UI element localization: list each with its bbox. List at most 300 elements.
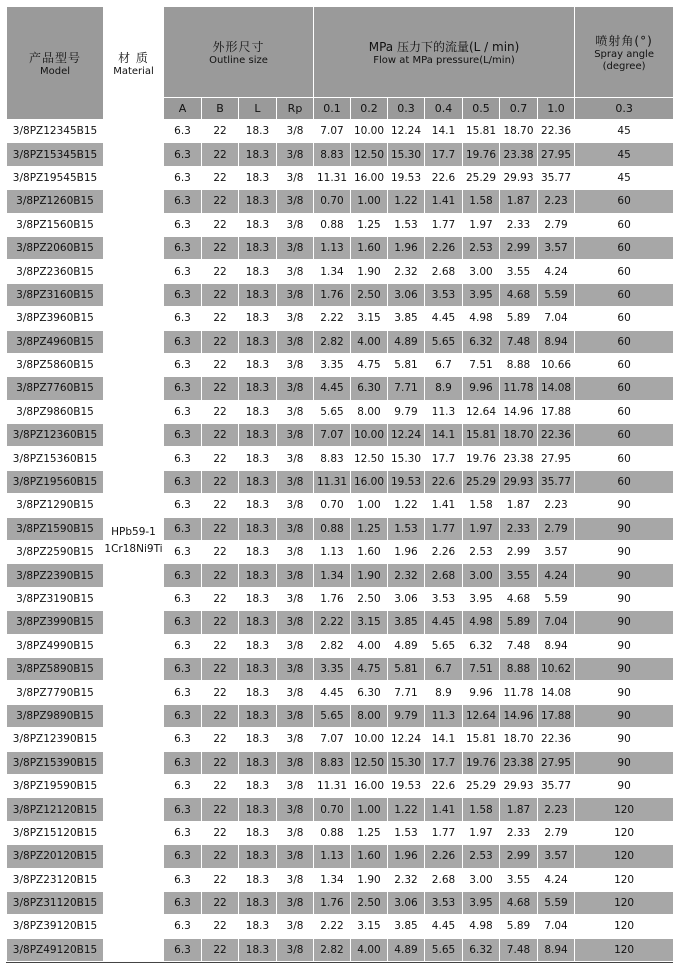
- angle-cell: 60: [575, 307, 674, 330]
- value-cell: 1.41: [425, 494, 463, 517]
- value-cell: 18.3: [239, 938, 277, 961]
- angle-cell: 60: [575, 330, 674, 353]
- value-cell: 22.36: [538, 728, 575, 751]
- value-cell: 8.00: [351, 400, 388, 423]
- value-cell: 3/8: [277, 774, 314, 797]
- angle-cell: 120: [575, 868, 674, 891]
- value-cell: 7.04: [538, 915, 575, 938]
- value-cell: 22: [202, 260, 239, 283]
- value-cell: 1.77: [425, 517, 463, 540]
- value-cell: 2.26: [425, 541, 463, 564]
- value-cell: 5.89: [500, 611, 538, 634]
- value-cell: 18.3: [239, 260, 277, 283]
- value-cell: 1.96: [388, 236, 425, 259]
- value-cell: 2.22: [314, 611, 351, 634]
- value-cell: 10.00: [351, 120, 388, 143]
- value-cell: 2.33: [500, 213, 538, 236]
- value-cell: 3/8: [277, 868, 314, 891]
- value-cell: 6.3: [164, 541, 202, 564]
- value-cell: 4.00: [351, 634, 388, 657]
- value-cell: 17.88: [538, 704, 575, 727]
- value-cell: 29.93: [500, 166, 538, 189]
- pressure-header-0.1: 0.1: [314, 98, 351, 120]
- value-cell: 18.70: [500, 424, 538, 447]
- value-cell: 2.50: [351, 891, 388, 914]
- value-cell: 1.00: [351, 494, 388, 517]
- value-cell: 7.07: [314, 728, 351, 751]
- value-cell: 6.3: [164, 587, 202, 610]
- value-cell: 15.81: [463, 120, 500, 143]
- value-cell: 1.76: [314, 283, 351, 306]
- value-cell: 7.04: [538, 307, 575, 330]
- value-cell: 1.25: [351, 517, 388, 540]
- angle-cell: 60: [575, 470, 674, 493]
- value-cell: 4.75: [351, 353, 388, 376]
- value-cell: 18.3: [239, 400, 277, 423]
- value-cell: 3/8: [277, 634, 314, 657]
- value-cell: 22: [202, 681, 239, 704]
- value-cell: 3/8: [277, 541, 314, 564]
- value-cell: 1.76: [314, 587, 351, 610]
- value-cell: 14.08: [538, 377, 575, 400]
- dim-header-a: A: [164, 98, 202, 120]
- value-cell: 1.90: [351, 868, 388, 891]
- value-cell: 6.3: [164, 166, 202, 189]
- value-cell: 22: [202, 728, 239, 751]
- value-cell: 3.55: [500, 564, 538, 587]
- value-cell: 6.3: [164, 728, 202, 751]
- value-cell: 2.22: [314, 307, 351, 330]
- value-cell: 22: [202, 377, 239, 400]
- value-cell: 3/8: [277, 283, 314, 306]
- value-cell: 3/8: [277, 260, 314, 283]
- value-cell: 2.68: [425, 868, 463, 891]
- model-cell: 3/8PZ3960B15: [7, 307, 104, 330]
- value-cell: 16.00: [351, 166, 388, 189]
- value-cell: 22: [202, 494, 239, 517]
- value-cell: 4.89: [388, 938, 425, 961]
- table-row: [7, 120, 674, 143]
- value-cell: 3/8: [277, 470, 314, 493]
- value-cell: 22: [202, 353, 239, 376]
- angle-header-unit: (degree): [602, 60, 646, 72]
- value-cell: 29.93: [500, 774, 538, 797]
- angle-cell: 60: [575, 190, 674, 213]
- value-cell: 5.81: [388, 657, 425, 680]
- value-cell: 3.15: [351, 611, 388, 634]
- value-cell: 4.68: [500, 283, 538, 306]
- pressure-header-0.4: 0.4: [425, 98, 463, 120]
- value-cell: 6.3: [164, 564, 202, 587]
- value-cell: 6.3: [164, 330, 202, 353]
- value-cell: 1.60: [351, 236, 388, 259]
- pressure-header-0.3: 0.3: [388, 98, 425, 120]
- value-cell: 0.70: [314, 798, 351, 821]
- value-cell: 6.3: [164, 447, 202, 470]
- value-cell: 2.79: [538, 821, 575, 844]
- value-cell: 18.3: [239, 891, 277, 914]
- value-cell: 1.13: [314, 541, 351, 564]
- model-cell: 3/8PZ23120B15: [7, 868, 104, 891]
- value-cell: 1.58: [463, 798, 500, 821]
- value-cell: 22: [202, 166, 239, 189]
- value-cell: 17.7: [425, 447, 463, 470]
- value-cell: 18.3: [239, 541, 277, 564]
- value-cell: 2.23: [538, 190, 575, 213]
- value-cell: 3/8: [277, 845, 314, 868]
- value-cell: 3/8: [277, 166, 314, 189]
- value-cell: 3/8: [277, 564, 314, 587]
- value-cell: 22: [202, 751, 239, 774]
- value-cell: 6.32: [463, 634, 500, 657]
- value-cell: 2.32: [388, 868, 425, 891]
- model-cell: 3/8PZ19545B15: [7, 166, 104, 189]
- model-cell: 3/8PZ4990B15: [7, 634, 104, 657]
- value-cell: 18.3: [239, 774, 277, 797]
- model-cell: 3/8PZ5860B15: [7, 353, 104, 376]
- value-cell: 1.97: [463, 517, 500, 540]
- value-cell: 18.3: [239, 470, 277, 493]
- value-cell: 3/8: [277, 751, 314, 774]
- model-header-en: Model: [39, 65, 71, 77]
- value-cell: 6.32: [463, 330, 500, 353]
- value-cell: 25.29: [463, 166, 500, 189]
- value-cell: 3/8: [277, 424, 314, 447]
- value-cell: 19.76: [463, 751, 500, 774]
- value-cell: 3/8: [277, 307, 314, 330]
- value-cell: 23.38: [500, 143, 538, 166]
- model-cell: 3/8PZ31120B15: [7, 891, 104, 914]
- model-cell: 3/8PZ5890B15: [7, 657, 104, 680]
- value-cell: 3.95: [463, 891, 500, 914]
- value-cell: 22: [202, 517, 239, 540]
- value-cell: 3/8: [277, 587, 314, 610]
- value-cell: 4.89: [388, 330, 425, 353]
- value-cell: 2.22: [314, 915, 351, 938]
- value-cell: 12.64: [463, 704, 500, 727]
- value-cell: 3.85: [388, 611, 425, 634]
- value-cell: 2.33: [500, 517, 538, 540]
- pressure-header-0.2: 0.2: [351, 98, 388, 120]
- angle-cell: 90: [575, 517, 674, 540]
- value-cell: 5.65: [425, 938, 463, 961]
- value-cell: 3/8: [277, 915, 314, 938]
- value-cell: 3/8: [277, 798, 314, 821]
- model-cell: 3/8PZ39120B15: [7, 915, 104, 938]
- value-cell: 22: [202, 541, 239, 564]
- value-cell: 6.3: [164, 704, 202, 727]
- value-cell: 19.53: [388, 470, 425, 493]
- value-cell: 4.45: [425, 915, 463, 938]
- value-cell: 8.88: [500, 657, 538, 680]
- value-cell: 25.29: [463, 774, 500, 797]
- value-cell: 22: [202, 634, 239, 657]
- value-cell: 2.33: [500, 821, 538, 844]
- value-cell: 6.3: [164, 845, 202, 868]
- value-cell: 7.07: [314, 120, 351, 143]
- value-cell: 18.3: [239, 657, 277, 680]
- value-cell: 1.22: [388, 494, 425, 517]
- value-cell: 6.30: [351, 377, 388, 400]
- value-cell: 6.3: [164, 938, 202, 961]
- pressure-header-0.7: 0.7: [500, 98, 538, 120]
- value-cell: 22: [202, 704, 239, 727]
- value-cell: 2.99: [500, 845, 538, 868]
- material-line: HPb59-1: [111, 525, 156, 538]
- model-cell: 3/8PZ9860B15: [7, 400, 104, 423]
- value-cell: 6.3: [164, 634, 202, 657]
- value-cell: 1.00: [351, 798, 388, 821]
- value-cell: 19.53: [388, 774, 425, 797]
- value-cell: 7.04: [538, 611, 575, 634]
- model-cell: 3/8PZ12360B15: [7, 424, 104, 447]
- value-cell: 1.58: [463, 494, 500, 517]
- value-cell: 2.32: [388, 260, 425, 283]
- value-cell: 14.96: [500, 400, 538, 423]
- value-cell: 2.32: [388, 564, 425, 587]
- value-cell: 2.82: [314, 938, 351, 961]
- model-cell: 3/8PZ2060B15: [7, 236, 104, 259]
- value-cell: 18.3: [239, 307, 277, 330]
- value-cell: 8.9: [425, 681, 463, 704]
- value-cell: 6.3: [164, 120, 202, 143]
- value-cell: 3.85: [388, 915, 425, 938]
- value-cell: 8.83: [314, 447, 351, 470]
- value-cell: 3.53: [425, 283, 463, 306]
- value-cell: 22: [202, 330, 239, 353]
- value-cell: 7.48: [500, 634, 538, 657]
- value-cell: 12.24: [388, 424, 425, 447]
- value-cell: 1.22: [388, 798, 425, 821]
- pressure-header-1.0: 1.0: [538, 98, 575, 120]
- value-cell: 18.3: [239, 798, 277, 821]
- value-cell: 5.65: [425, 330, 463, 353]
- value-cell: 6.3: [164, 751, 202, 774]
- value-cell: 3.15: [351, 307, 388, 330]
- value-cell: 11.31: [314, 166, 351, 189]
- value-cell: 4.45: [314, 681, 351, 704]
- value-cell: 6.3: [164, 470, 202, 493]
- value-cell: 5.65: [425, 634, 463, 657]
- value-cell: 6.3: [164, 611, 202, 634]
- value-cell: 6.3: [164, 821, 202, 844]
- value-cell: 2.23: [538, 494, 575, 517]
- value-cell: 22.36: [538, 120, 575, 143]
- value-cell: 6.3: [164, 283, 202, 306]
- value-cell: 6.3: [164, 891, 202, 914]
- value-cell: 6.3: [164, 353, 202, 376]
- angle-cell: 90: [575, 587, 674, 610]
- angle-cell: 120: [575, 845, 674, 868]
- value-cell: 18.70: [500, 728, 538, 751]
- angle-cell: 90: [575, 611, 674, 634]
- angle-cell: 90: [575, 681, 674, 704]
- model-cell: 3/8PZ4960B15: [7, 330, 104, 353]
- flow-header-zh: MPa 压力下的流量(L / min): [368, 39, 520, 54]
- angle-cell: 90: [575, 494, 674, 517]
- angle-cell: 90: [575, 657, 674, 680]
- value-cell: 22.36: [538, 424, 575, 447]
- value-cell: 3/8: [277, 704, 314, 727]
- value-cell: 3.85: [388, 307, 425, 330]
- value-cell: 8.94: [538, 938, 575, 961]
- value-cell: 3.06: [388, 891, 425, 914]
- value-cell: 5.89: [500, 915, 538, 938]
- model-cell: 3/8PZ1260B15: [7, 190, 104, 213]
- value-cell: 7.48: [500, 330, 538, 353]
- value-cell: 18.3: [239, 728, 277, 751]
- value-cell: 2.53: [463, 236, 500, 259]
- value-cell: 14.08: [538, 681, 575, 704]
- value-cell: 16.00: [351, 774, 388, 797]
- value-cell: 0.70: [314, 494, 351, 517]
- value-cell: 2.68: [425, 260, 463, 283]
- value-cell: 22: [202, 891, 239, 914]
- model-header: [7, 7, 104, 120]
- value-cell: 1.87: [500, 494, 538, 517]
- value-cell: 18.3: [239, 143, 277, 166]
- value-cell: 3.15: [351, 915, 388, 938]
- value-cell: 2.23: [538, 798, 575, 821]
- angle-cell: 120: [575, 798, 674, 821]
- angle-cell: 60: [575, 283, 674, 306]
- model-cell: 3/8PZ15345B15: [7, 143, 104, 166]
- value-cell: 5.59: [538, 283, 575, 306]
- value-cell: 3/8: [277, 657, 314, 680]
- value-cell: 22.6: [425, 774, 463, 797]
- value-cell: 4.98: [463, 611, 500, 634]
- value-cell: 2.26: [425, 236, 463, 259]
- flow-header: [314, 7, 575, 98]
- outline-size-header: [164, 7, 314, 98]
- model-cell: 3/8PZ3190B15: [7, 587, 104, 610]
- value-cell: 6.3: [164, 143, 202, 166]
- value-cell: 19.53: [388, 166, 425, 189]
- value-cell: 23.38: [500, 751, 538, 774]
- value-cell: 1.41: [425, 190, 463, 213]
- angle-cell: 45: [575, 120, 674, 143]
- value-cell: 6.7: [425, 353, 463, 376]
- value-cell: 6.3: [164, 260, 202, 283]
- model-cell: 3/8PZ1290B15: [7, 494, 104, 517]
- value-cell: 9.96: [463, 377, 500, 400]
- value-cell: 18.3: [239, 190, 277, 213]
- value-cell: 6.3: [164, 798, 202, 821]
- value-cell: 1.96: [388, 541, 425, 564]
- value-cell: 1.34: [314, 564, 351, 587]
- value-cell: 1.25: [351, 821, 388, 844]
- value-cell: 12.50: [351, 751, 388, 774]
- value-cell: 2.99: [500, 541, 538, 564]
- model-cell: 3/8PZ15360B15: [7, 447, 104, 470]
- value-cell: 22: [202, 307, 239, 330]
- value-cell: 12.50: [351, 143, 388, 166]
- value-cell: 17.7: [425, 143, 463, 166]
- value-cell: 18.3: [239, 517, 277, 540]
- value-cell: 1.53: [388, 213, 425, 236]
- angle-cell: 90: [575, 704, 674, 727]
- value-cell: 4.00: [351, 938, 388, 961]
- value-cell: 2.50: [351, 283, 388, 306]
- value-cell: 11.3: [425, 400, 463, 423]
- value-cell: 3/8: [277, 494, 314, 517]
- value-cell: 9.79: [388, 400, 425, 423]
- value-cell: 11.31: [314, 470, 351, 493]
- value-cell: 3/8: [277, 143, 314, 166]
- value-cell: 8.9: [425, 377, 463, 400]
- value-cell: 6.3: [164, 400, 202, 423]
- value-cell: 1.90: [351, 564, 388, 587]
- value-cell: 18.3: [239, 821, 277, 844]
- pressure-header-0.5: 0.5: [463, 98, 500, 120]
- value-cell: 12.24: [388, 728, 425, 751]
- value-cell: 6.3: [164, 236, 202, 259]
- value-cell: 7.51: [463, 657, 500, 680]
- value-cell: 5.81: [388, 353, 425, 376]
- model-cell: 3/8PZ1560B15: [7, 213, 104, 236]
- value-cell: 1.76: [314, 891, 351, 914]
- value-cell: 12.50: [351, 447, 388, 470]
- value-cell: 4.89: [388, 634, 425, 657]
- value-cell: 4.24: [538, 260, 575, 283]
- value-cell: 6.32: [463, 938, 500, 961]
- value-cell: 1.53: [388, 821, 425, 844]
- value-cell: 22: [202, 400, 239, 423]
- value-cell: 18.3: [239, 494, 277, 517]
- angle-cell: 90: [575, 728, 674, 751]
- value-cell: 7.48: [500, 938, 538, 961]
- value-cell: 11.78: [500, 377, 538, 400]
- value-cell: 7.07: [314, 424, 351, 447]
- value-cell: 17.88: [538, 400, 575, 423]
- value-cell: 4.98: [463, 915, 500, 938]
- value-cell: 1.13: [314, 845, 351, 868]
- value-cell: 22: [202, 236, 239, 259]
- model-cell: 3/8PZ12345B15: [7, 120, 104, 143]
- value-cell: 2.50: [351, 587, 388, 610]
- value-cell: 27.95: [538, 751, 575, 774]
- value-cell: 3/8: [277, 377, 314, 400]
- value-cell: 1.97: [463, 213, 500, 236]
- value-cell: 6.3: [164, 307, 202, 330]
- value-cell: 18.3: [239, 704, 277, 727]
- value-cell: 1.77: [425, 821, 463, 844]
- value-cell: 6.3: [164, 774, 202, 797]
- value-cell: 18.70: [500, 120, 538, 143]
- material-line: 1Cr18Ni9Ti: [104, 542, 163, 555]
- value-cell: 17.7: [425, 751, 463, 774]
- model-cell: 3/8PZ12120B15: [7, 798, 104, 821]
- value-cell: 15.30: [388, 751, 425, 774]
- value-cell: 3/8: [277, 213, 314, 236]
- value-cell: 1.90: [351, 260, 388, 283]
- value-cell: 15.30: [388, 143, 425, 166]
- value-cell: 6.3: [164, 424, 202, 447]
- value-cell: 22: [202, 213, 239, 236]
- material-header-en: Material: [113, 65, 154, 77]
- material-cell: [104, 120, 164, 962]
- outline-header-en: Outline size: [209, 54, 268, 66]
- value-cell: 6.3: [164, 915, 202, 938]
- value-cell: 22: [202, 868, 239, 891]
- value-cell: 19.76: [463, 143, 500, 166]
- value-cell: 15.81: [463, 728, 500, 751]
- value-cell: 15.30: [388, 447, 425, 470]
- value-cell: 16.00: [351, 470, 388, 493]
- value-cell: 3.00: [463, 868, 500, 891]
- value-cell: 18.3: [239, 681, 277, 704]
- value-cell: 3.57: [538, 845, 575, 868]
